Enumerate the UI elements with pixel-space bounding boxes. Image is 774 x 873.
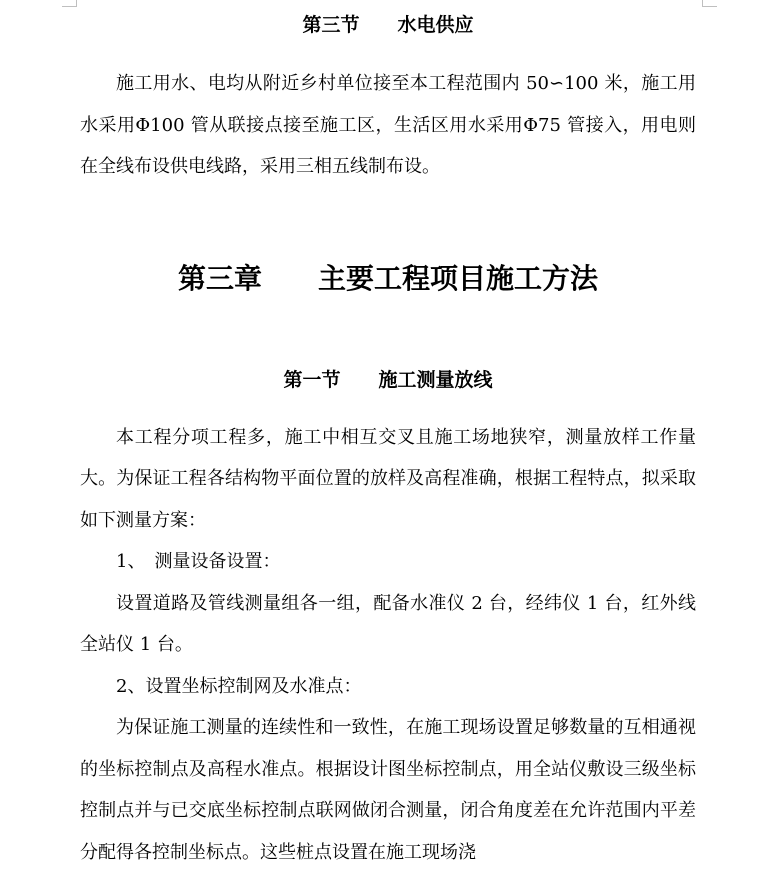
document-page bbox=[80, 0, 696, 873]
paragraph-water-power: 施工用水、电均从附近乡村单位接至本工程范围内 50∽100 米，施工用水采用Φ100 管从联接点接至施工区，生活区用水采用Φ75 管接入，用电则在全线布设供电线路，采用三相五线制布设。 bbox=[80, 73, 696, 177]
paragraph-survey-intro: 本工程分项工程多，施工中相互交叉且施工场地狭窄，测量放样工作量大。为保证工程各结构物平面位置的放样及高程准确，根据工程特点，拟采取如下测量方案： bbox=[80, 426, 696, 531]
page-corner-mark-left bbox=[62, 0, 77, 7]
section-heading-water-power: 第三节 水电供应 bbox=[302, 14, 474, 36]
list-item-1-heading: 1、 测量设备设置： bbox=[116, 551, 281, 572]
paragraph-item-1: 设置道路及管线测量组各一组，配备水准仪 2 台，经纬仪 1 台，红外线全站仪 1 台。 bbox=[80, 592, 696, 655]
section-heading-survey: 第一节 施工测量放线 bbox=[283, 368, 493, 391]
list-item-2-heading: 2、设置坐标控制网及水准点： bbox=[116, 675, 362, 697]
chapter-heading: 第三章 主要工程项目施工方法 bbox=[177, 261, 598, 295]
paragraph-item-2: 为保证施工测量的连续性和一致性，在施工现场设置足够数量的互相通视的坐标控制点及高程水准点。根据设计图坐标控制点，用全站仪敷设三级坐标控制点并与已交底坐标控制点联网做闭合测量，闭合角度差在允许范围内平差分配得各控制坐标点。这些桩点设置在施工现场浇 bbox=[80, 717, 696, 863]
page-corner-mark-right bbox=[702, 0, 717, 7]
